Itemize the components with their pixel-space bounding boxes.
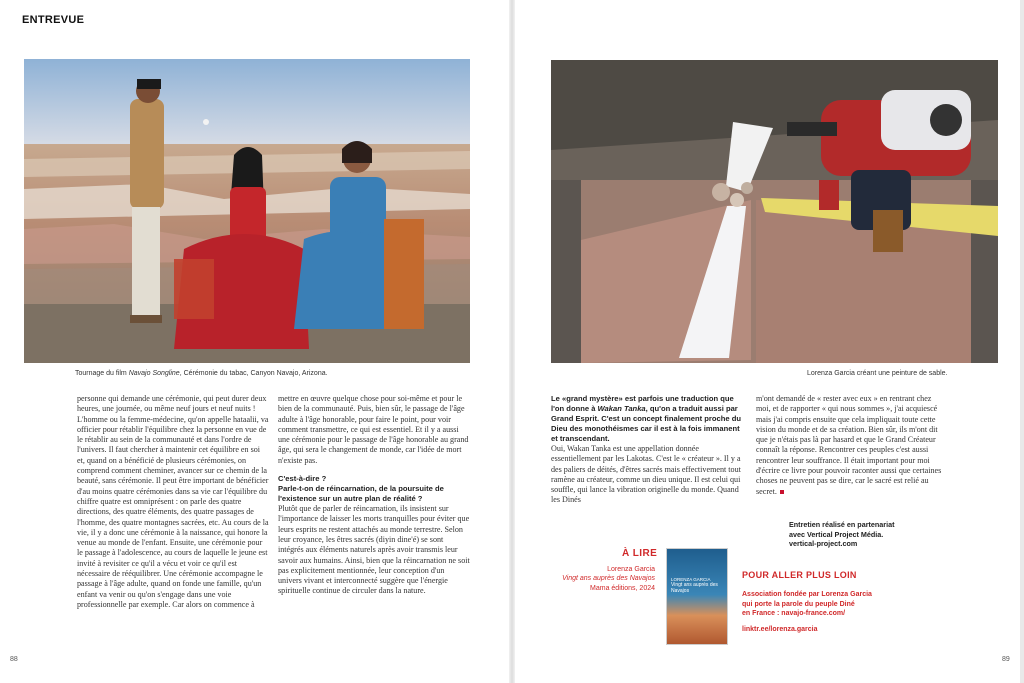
caption-right: Lorenza Garcia créant une peinture de sable. [807, 370, 948, 377]
credit-line-1: Entretien réalisé en partenariat [789, 520, 895, 529]
col3-paragraph: Oui, Wakan Tanka est une appellation donnée essentiellement par les Lakotas. C'est le « créateur ». Il y a des paliers de déités, d'êtres sacrés mais effectivement tout ramène au créateur, comme un dieu unique. Il est celui qui souffle, qui lance la vibration originelle du monde. Quand les Dinés [551, 444, 741, 505]
end-mark-icon [780, 490, 784, 494]
col4-paragraph [756, 394, 948, 497]
caption-left-suffix: , Cérémonie du tabac, Canyon Navajo, Arizona. [179, 370, 328, 377]
photo-sand-painting [551, 60, 998, 363]
book-author: Lorenza Garcia [607, 566, 655, 573]
section-label: ENTREVUE [22, 14, 85, 26]
further-link-linktree[interactable]: linktr.ee/lorenza.garcia [742, 625, 818, 633]
credit-line-2: avec Vertical Project Média. [789, 529, 884, 539]
further-line-1: Association fondée par Lorenza Garcia [742, 591, 872, 598]
a-lire-details [545, 565, 655, 593]
credit-link[interactable]: vertical-project.com [789, 539, 858, 548]
caption-left-film: Navajo Songline [128, 370, 180, 377]
text-column-1 [77, 394, 269, 610]
text-column-2 [278, 394, 470, 597]
book-cover-author: LORENZA GARCIA [671, 577, 711, 582]
col2-paragraph-1: mettre en œuvre quelque chose pour soi-même et pour le bien de la communauté. Puis, bien sûr, le passage de l'âge adulte à l'âge honorable, pour faire le point, pour voir comment transmettre, ce qui est essentiel. Et il y a aussi une cérémonie pour le passage de l'âge honorable au grand âge, qui sera le changement de monde, car l'idée de mort n'existe pas. [278, 394, 469, 465]
further-heading: POUR ALLER PLUS LOIN [742, 570, 857, 580]
question-line-1: C'est-à-dire ? [278, 474, 327, 484]
caption-left-prefix: Tournage du film [75, 370, 129, 377]
book-cover-title: Vingt ans auprès des Navajos [671, 582, 718, 594]
text-column-4 [756, 394, 948, 497]
intro-question [551, 394, 743, 444]
question-line-2: Parle-t-on de réincarnation, de la poursuite de l'existence sur un autre plan de réalité ? [278, 484, 444, 504]
a-lire-heading: À LIRE [622, 548, 658, 559]
col4-text: m'ont demandé de « rester avec eux » en rentrant chez moi, et de rapporter « qui nous sommes », j'ai acquiescé mais j'ai compris ensuite que cela impliquait toute cette vision du monde et de sa création. Bien sûr, ils m'ont dit que je n'étais pas là par hasard et que le Grand Créateur connaît la réponse. Rencontrer ces peuples c'est aussi rencontrer leur souffrance. Il était important pour moi d'écrire ce livre pour pouvoir raconter aussi que certaines choses ne peuvent pas se dire, car le sacré est relié au secret. [756, 394, 942, 496]
interview-credit [789, 520, 894, 549]
intro-part-a: Le «grand mystère» est parfois une traduction que l'on donne à [551, 394, 734, 413]
text-column-3 [551, 394, 743, 506]
further-link-site[interactable]: en France : navajo-france.com/ [742, 610, 846, 617]
book-title: Vingt ans auprès des Navajos [562, 575, 655, 583]
page-gutter [509, 0, 515, 683]
page-number-left: 88 [10, 656, 18, 663]
book-publisher: Mama éditions, 2024 [590, 584, 655, 592]
page-edge [1020, 0, 1024, 683]
book-cover [666, 548, 728, 645]
further-details [742, 590, 932, 634]
further-line-2: qui porte la parole du peuple Diné [742, 600, 855, 608]
intro-part-c: , qu'on a traduit aussi par Grand Esprit. C'est un concept finalement proche du Dieu des monothéismes car il est à la fois immanent et transcendant. [551, 404, 741, 443]
question-heading [278, 474, 470, 504]
col2-paragraph-2: Plutôt que de parler de réincarnation, ils insistent sur l'importance de laisser les morts tranquilles pour éviter que leurs esprits ne restent attachés au monde terrestre. Selon leur croyance, les êtres sacrés (diyin dine'é) se sont intégrés aux éléments naturels après avoir transmis leur savoir aux humains. Ainsi, bien que la réincarnation ne soit pas explicitement mentionnée, leur conception d'un univers vivant et interconnecté suggère que l'énergie spirituelle continue de circuler dans la nature. [278, 504, 470, 596]
col1-paragraph: personne qui demande une cérémonie, qui peut durer deux heures, une journée, ou même neuf jours et neuf nuits ! L'homme ou la femme-médecine, qu'on appelle hataalii, va officier pour rétablir l'équilibre chez la personne en vue de le rétablir au sein de la communauté et dans l'ordre de l'univers. Il faut chercher à maintenir cet équilibre en soi et, quand on a bénéficié de plusieurs cérémonies, on comprend comment cheminer, avancer sur ce chemin de la beauté, sans cérémonie. Il peut être important de bénéficier d'au moins quatre cérémonies dans sa vie car l'équilibre du chiffre quatre est omniprésent : on parle des quatre directions, des quatre éléments, des quatre passages de l'homme, des quatre montagnes sacrées, etc. Au cours de la vie, il y a donc une cérémonie à la naissance, qui honore la venue au monde de l'enfant. Ensuite, une cérémonie pour le passage à l'adolescence, au cours de laquelle le jeune est invité à revisiter ce qu'il a vécu et voir ce qu'il est nécessaire de rééquilibrer. Une cérémonie accompagne le passage à l'âge adulte, quand on fonde une famille, qu'un enfant va venir ou qu'on s'engage dans une voie professionnelle par exemple. Car alors on commence à [77, 394, 269, 609]
page-number-right: 89 [1002, 656, 1010, 663]
photo-canyon-ceremony [24, 59, 470, 363]
intro-wakan-tanka: Wakan Tanka [597, 404, 646, 413]
caption-left [75, 370, 328, 377]
